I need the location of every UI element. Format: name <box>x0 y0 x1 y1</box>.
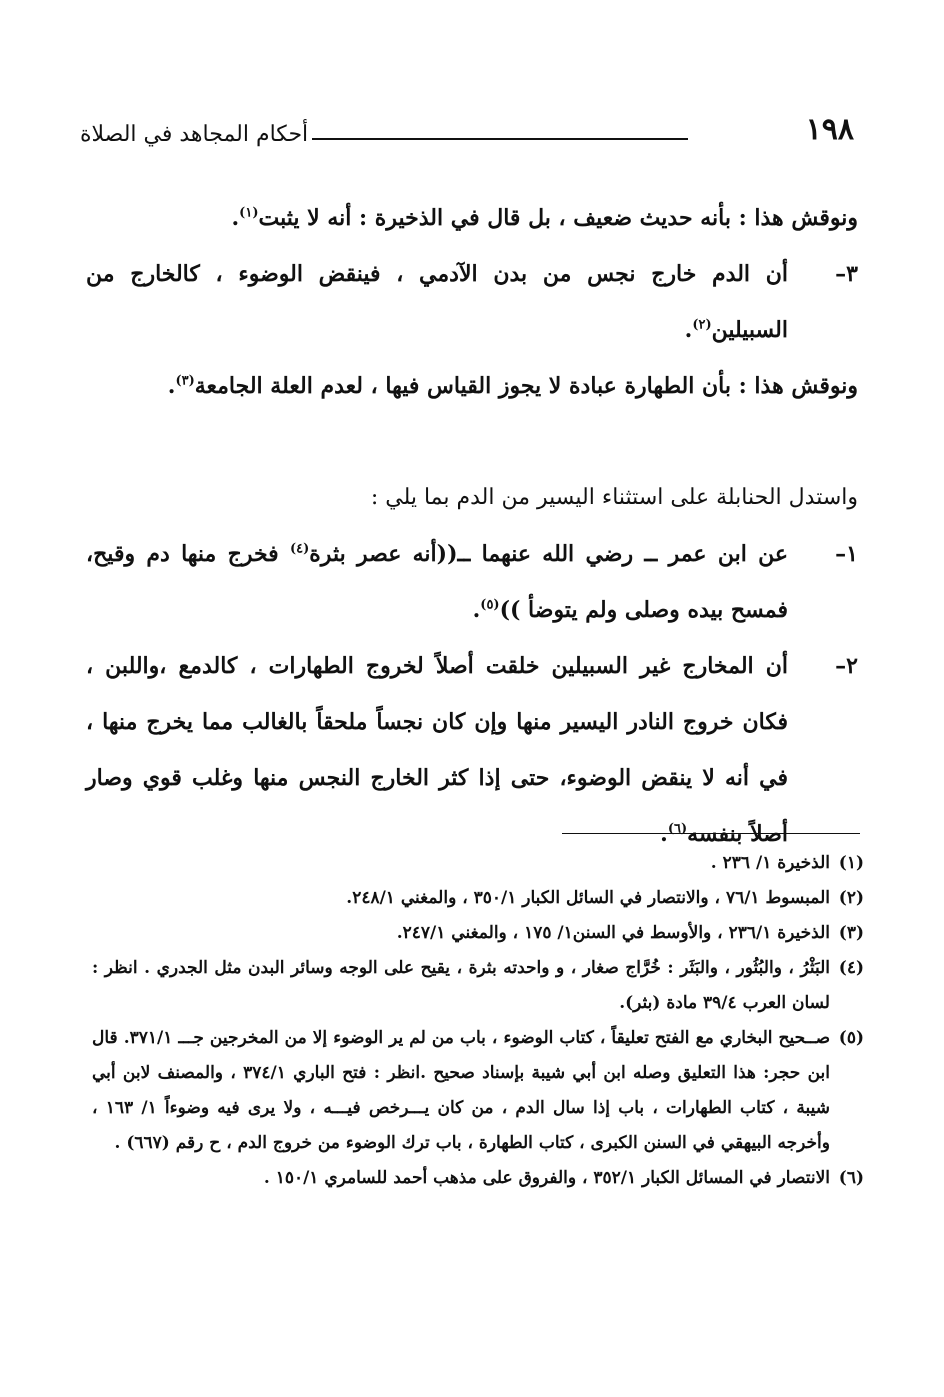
footnote-text: الذخيرة ١/ ٢٣٦ . <box>710 853 830 873</box>
footnotes <box>92 846 864 1196</box>
footnote-number: (٥) <box>838 1028 864 1048</box>
footnote <box>92 881 864 916</box>
footnote-number: (٤) <box>838 958 864 978</box>
numbered-item <box>86 246 858 358</box>
numbered-item <box>86 526 858 638</box>
footnote <box>92 846 864 881</box>
item-text: أن المخارج غير السبيلين خلقت أصلاً لخروج الطهارات ، كالدمع ،واللبن ، فكان خروج النادر اليسير منها وإن كان نجساً ملحقاً بالغالب مما يخرج منها ، في أنه لا ينقض الوضوء، حتى إذا كثر الخارج النجس منها وغلب قوي وصار أصلاً بنفسه$^{(٦)}$. <box>86 653 788 847</box>
footnote-number: (٦) <box>838 1168 864 1188</box>
footnote-text: الذخيرة ٢٣٦/١ ، والأوسط في السنن١/ ١٧٥ ، والمغني ٢٤٧/١. <box>396 923 830 943</box>
footnote-ref: (٢) <box>692 317 712 333</box>
main-text <box>86 190 858 862</box>
footnote-ref: (٣) <box>175 373 195 389</box>
footnote <box>92 951 864 1021</box>
footnote-ref: (١) <box>239 205 259 221</box>
footnote-number: (١) <box>838 853 864 873</box>
paragraph-rebuttal-2: ونوقش هذا : بأن الطهارة عبادة لا يجوز القياس فيها ، لعدم العلة الجامعة$^{(٣)}$. <box>167 373 858 399</box>
page-number: ١٩٨ <box>805 112 854 147</box>
item-number: ١– <box>835 541 858 567</box>
footnote <box>92 1021 864 1161</box>
book-title: أحكام المجاهد في الصلاة <box>80 122 309 147</box>
item-text: أن الدم خارج نجس من بدن الآدمي ، فينقض الوضوء ، كالخارج من السبيلين$^{(٢)}$. <box>86 261 788 343</box>
paragraph-evidence-intro: واستدل الحنابلة على استثناء اليسير من الدم بما يلي : <box>370 485 858 510</box>
footnote-divider <box>562 833 860 834</box>
footnote-text: الانتصار في المسائل الكبار ٣٥٢/١ ، والفروق على مذهب أحمد للسامري ١٥٠/١ . <box>263 1168 830 1188</box>
footnote-text: البَثْرُ ، والبُثُور ، والبَثَر : خُرَّاج صغار ، و واحدته بثرة ، يقيح على الوجه وسائر البدن مثل الجدري . انظر : لسان العرب ٣٩/٤ مادة (بثر). <box>92 958 830 1013</box>
footnote <box>92 1161 864 1196</box>
footnote-text: صــحيح البخاري مع الفتح تعليقاً ، كتاب الوضوء ، باب من لم ير الوضوء إلا من المخرجين جـــ ٣٧١/١. قال ابن حجر: هذا التعليق وصله ابن أبي شيبة بإسناد صحيح .انظر : فتح الباري ٣٧٤/١ ، والمصنف لابن أبي شيبة ، كتاب الطهارات ، باب إذا سال الدم ، من كان يـــرخص فيـــه ، ولا يرى فيه وضوءاً ١/ ١٦٣ ، وأخرجه البيهقي في السنن الكبرى ، كتاب الطهارة ، باب ترك الوضوء من خروج الدم ، ح رقم (٦٦٧) . <box>92 1028 831 1153</box>
footnote <box>92 916 864 951</box>
item-number: ٣– <box>835 261 858 287</box>
footnote-ref: (٦) <box>667 821 688 837</box>
header-divider <box>312 138 688 140</box>
paragraph-rebuttal-1: ونوقش هذا : بأنه حديث ضعيف ، بل قال في الذخيرة : أنه لا يثبت$^{(١)}$. <box>231 205 858 231</box>
footnote-number: (٣) <box>838 923 864 943</box>
item-text: عن ابن عمر ــ رضي الله عنهما ــ((أنه عصر بثرة$^{(٤)}$ فخرج منها دم وقيح، فمسح بيده وصلى ولم يتوضأ ))$^{(٥)}$. <box>86 541 788 623</box>
paragraph-gap <box>86 414 858 470</box>
footnote-ref: (٤) <box>289 541 310 557</box>
footnote-text: المبسوط ٧٦/١ ، والانتصار في السائل الكبار ٣٥٠/١ ، والمغني ٢٤٨/١. <box>346 888 830 908</box>
numbered-item <box>86 638 858 862</box>
footnote-ref: (٥) <box>480 597 500 613</box>
page-header <box>80 110 854 154</box>
footnote-number: (٢) <box>838 888 864 908</box>
item-number: ٢– <box>835 653 858 679</box>
